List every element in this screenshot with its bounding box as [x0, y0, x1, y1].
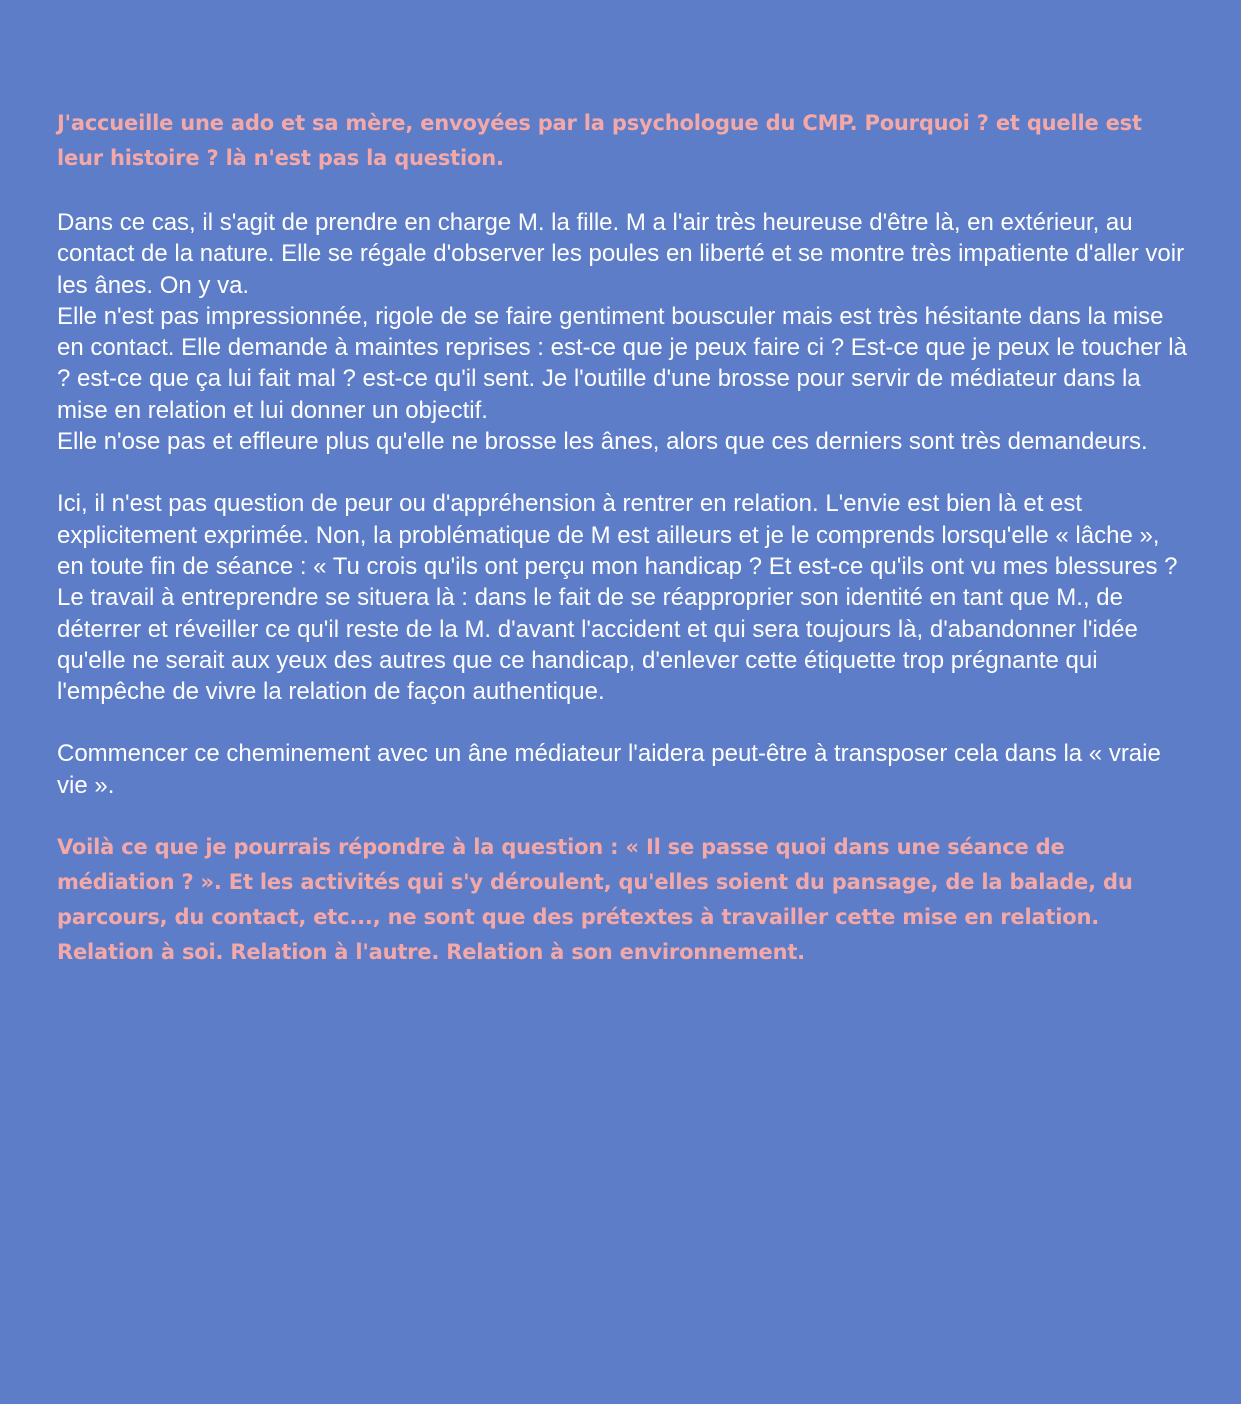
body-paragraph: Commencer ce cheminement avec un âne médiateur l'aidera peut-être à transposer cela dans la « vraie vie ».: [57, 740, 1161, 799]
body-paragraph: Elle n'ose pas et effleure plus qu'elle ne brosse les ânes, alors que ces derniers sont très demandeurs.: [57, 428, 1148, 456]
body-paragraph: Dans ce cas, il s'agit de prendre en charge M. la fille. M a l'air très heureuse d'être là, en extérieur, au contact de la nature. Elle se régale d'observer les poules en liberté et se montre très impatiente d'aller voir les ânes. On y va.: [57, 209, 1185, 299]
document-page: [57, 106, 1187, 970]
body-section-outlook: [57, 738, 1187, 801]
body-paragraph: Le travail à entreprendre se situera là : dans le fait de se réapproprier son identité en tant que M., de déterrer et réveiller ce qu'il reste de la M. d'avant l'accident et qui sera toujours là, d'abandonner l'idée qu'elle ne serait aux yeux des autres que ce handicap, d'enlever cette étiquette trop prégnante qui l'empêche de vivre la relation de façon authentique.: [57, 584, 1138, 706]
body-paragraph: Elle n'est pas impressionnée, rigole de se faire gentiment bousculer mais est très hésitante dans la mise en contact. Elle demande à maintes reprises : est-ce que je peux faire ci ? Est-ce que je peux le toucher là ? est-ce que ça lui fait mal ? est-ce qu'il sent. Je l'outille d'une brosse pour servir de médiateur dans la mise en relation et lui donner un objectif.: [57, 302, 1187, 424]
body-paragraph: Ici, il n'est pas question de peur ou d'appréhension à rentrer en relation. L'envie est bien là et est explicitement exprimée. Non, la problématique de M est ailleurs et je le comprends lorsqu'elle « lâche », en toute fin de séance : « Tu crois qu'ils ont perçu mon handicap ? Et est-ce qu'ils ont vu mes blessures ?: [57, 490, 1178, 580]
conclusion-paragraph: Voilà ce que je pourrais répondre à la question : « Il se passe quoi dans une séance de médiation ? ». Et les activités qui s'y déroulent, qu'elles soient du pansage, de la balade, du parcours, du contact, etc..., ne sont que des prétextes à travailler cette mise en relation. Relation à soi. Relation à l'autre. Relation à son environnement.: [57, 835, 1133, 965]
body-section-analysis: [57, 488, 1187, 707]
intro-paragraph: J'accueille une ado et sa mère, envoyées par la psychologue du CMP. Pourquoi ? et quelle est leur histoire ? là n'est pas la question.: [57, 111, 1142, 170]
body-section-observation: [57, 207, 1187, 457]
